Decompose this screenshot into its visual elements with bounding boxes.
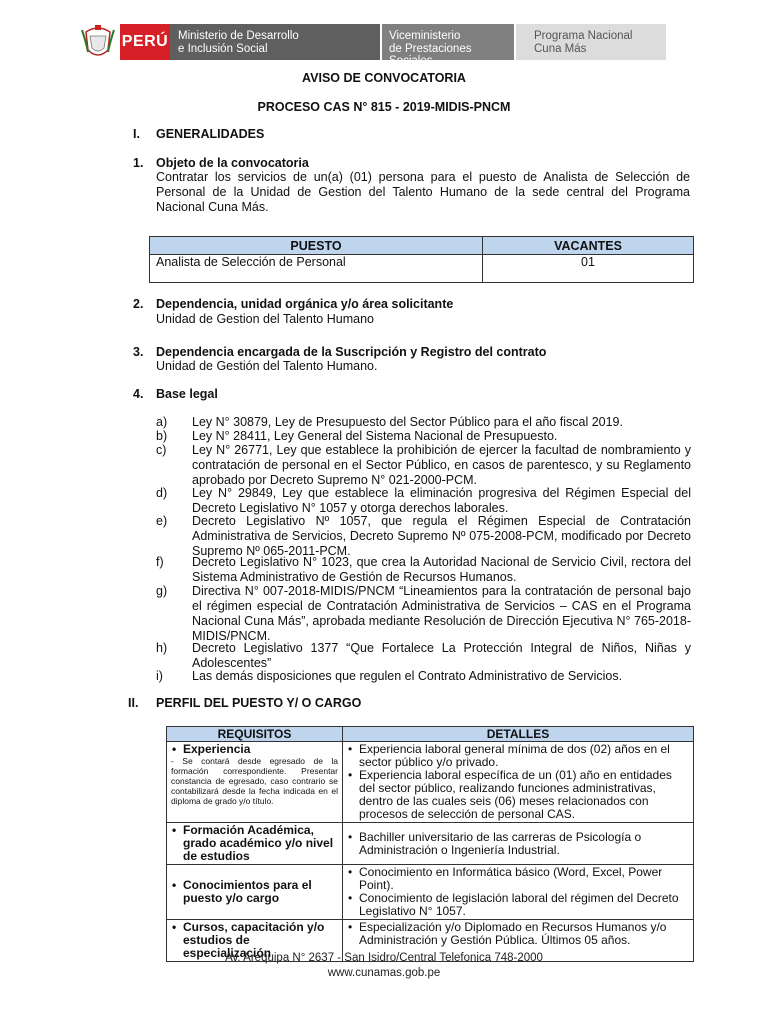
list-item: Las demás disposiciones que regulen el Contrato Administrativo de Servicios. [192,669,623,683]
list-item-letter: d) [156,486,168,500]
item-4-num: 4. [133,387,144,401]
detail-item: • Experiencia laboral general mínima de dos (02) años en el sector público y/o privado. [359,743,689,769]
list-item: Decreto Legislativo Nº 1057, que regula el Régimen Especial de Contratación Administrativa de Servicios, Decreto Supremo Nº 075-2008-PCM, modificado por Decreto Supremo Nº 065-2011-PCM. [192,514,691,558]
list-item: Ley N° 26771, Ley que establece la prohibición de ejercer la facultad de nombramiento y contratación de personal en el Sector Público, en casos de parentesco, y su Reglamento aprobado por Decreto Supremo N° 021-2000-PCM. [192,443,691,487]
list-item: Ley N° 28411, Ley General del Sistema Nacional de Presupuesto. [192,429,558,443]
list-item-letter: f) [156,555,164,569]
requirement-label: • Conocimientos para el puesto y/o cargo [183,879,338,905]
item-2-num: 2. [133,297,144,311]
position-table [149,236,694,283]
vice-ministry-label: Viceministerio de Prestaciones Sociales [382,24,514,60]
list-item-letter: h) [156,641,168,655]
item-3-title: Dependencia encargada de la Suscripción y Registro del contrato [156,345,547,359]
item-3-text: Unidad de Gestión del Talento Humano. [156,359,378,373]
section-2-num: II. [128,696,139,710]
list-item: Ley N° 29849, Ley que establece la eliminación progresiva del Régimen Especial del Decreto Legislativo N° 1057 y otorga derechos laborales. [192,486,691,515]
item-4-title: Base legal [156,387,218,401]
section-1-num: I. [133,127,140,141]
coat-of-arms-icon [78,22,118,62]
section-1-title: GENERALIDADES [156,127,265,141]
list-item: Directiva N° 007-2018-MIDIS/PNCM “Lineamientos para la contratación de personal bajo el régimen especial de Contratación Administrativa de Servicios – CAS en el Programa Nacional Cuna Más”, aprobada mediante Resolución de Dirección Ejecutiva N° 765-2018-MIDIS/PNCM. [192,584,691,643]
detail-item: • Especialización y/o Diplomado en Recursos Humanos y/o Administración y Gestión Pública. Últimos 05 años. [359,921,689,947]
list-item-letter: c) [156,443,167,457]
list-item-letter: i) [156,669,163,683]
section-2-title: PERFIL DEL PUESTO Y/ O CARGO [156,696,362,710]
profile-table [166,726,694,962]
list-item-letter: b) [156,429,168,443]
list-item: Decreto Legislativo N° 1023, que crea la Autoridad Nacional de Servicio Civil, rectora del Sistema Administrativo de Gestión de Recursos Humanos. [192,555,691,584]
item-1-num: 1. [133,156,144,170]
header-logos [78,22,633,67]
detail-item: • Conocimiento de legislación laboral del régimen del Decreto Legislativo N° 1057. [359,892,689,918]
table-header-requisitos: REQUISITOS [167,727,343,742]
item-2-title: Dependencia, unidad orgánica y/o área solicitante [156,297,454,311]
table-row [167,865,694,920]
position-name: Analista de Selección de Personal [150,255,483,283]
table-header-detalles: DETALLES [343,727,694,742]
item-1-text: Contratar los servicios de un(a) (01) persona para el puesto de Analista de Selección de Personal de la Unidad de Gestion del Talento Humano de la sede central del Programa Nacional Cuna Más. [156,170,690,214]
list-item: Decreto Legislativo 1377 “Que Fortalece La Protección Integral de Niños, Niñas y Adolescentes” [192,641,691,670]
doc-title: AVISO DE CONVOCATORIA [302,71,466,85]
footer-address: Av. Arequipa N° 2637 - San Isidro/Central Telefonica 748-2000 [225,952,543,964]
item-2-text: Unidad de Gestion del Talento Humano [156,312,374,326]
table-header-puesto: PUESTO [150,237,483,255]
detail-item: • Conocimiento en Informática básico (Word, Excel, Power Point). [359,866,689,892]
table-row [167,742,694,823]
requirement-note: - Se contará desde egresado de la formación correspondiente. Presentar constancia de egresado, caso contrario se contabilizará desde la fecha indicada en el diploma de grado y/o título. [171,756,338,806]
requirement-label: • Formación Académica, grado académico y/o nivel de estudios [183,824,338,863]
table-header-vacantes: VACANTES [483,237,694,255]
list-item: Ley N° 30879, Ley de Presupuesto del Sector Público para el año fiscal 2019. [192,415,623,429]
detail-item: • Experiencia laboral específica de un (01) año en entidades del sector público, realizando funciones administrativas, dentro de las cuales seis (06) meses relacionados con procesos de selección de personal CAS. [359,769,689,821]
doc-subtitle: PROCESO CAS N° 815 - 2019-MIDIS-PNCM [257,100,511,114]
requirement-label: • Cursos, capacitación y/o estudios de especialización [183,921,338,960]
list-item-letter: e) [156,514,168,528]
item-1-title: Objeto de la convocatoria [156,156,309,170]
ministry-label: Ministerio de Desarrollo e Inclusión Social [170,24,380,60]
item-3-num: 3. [133,345,144,359]
requirement-label: • Experiencia [183,743,338,756]
detail-item: • Bachiller universitario de las carreras de Psicología o Administración o Ingeniería Industrial. [359,831,689,857]
footer-website: www.cunamas.gob.pe [327,967,441,979]
vacancies-count: 01 [483,255,694,283]
program-label: Programa Nacional Cuna Más [516,24,666,60]
table-row [167,823,694,865]
list-item-letter: a) [156,415,168,429]
list-item-letter: g) [156,584,168,598]
peru-badge: PERÚ [120,24,170,60]
